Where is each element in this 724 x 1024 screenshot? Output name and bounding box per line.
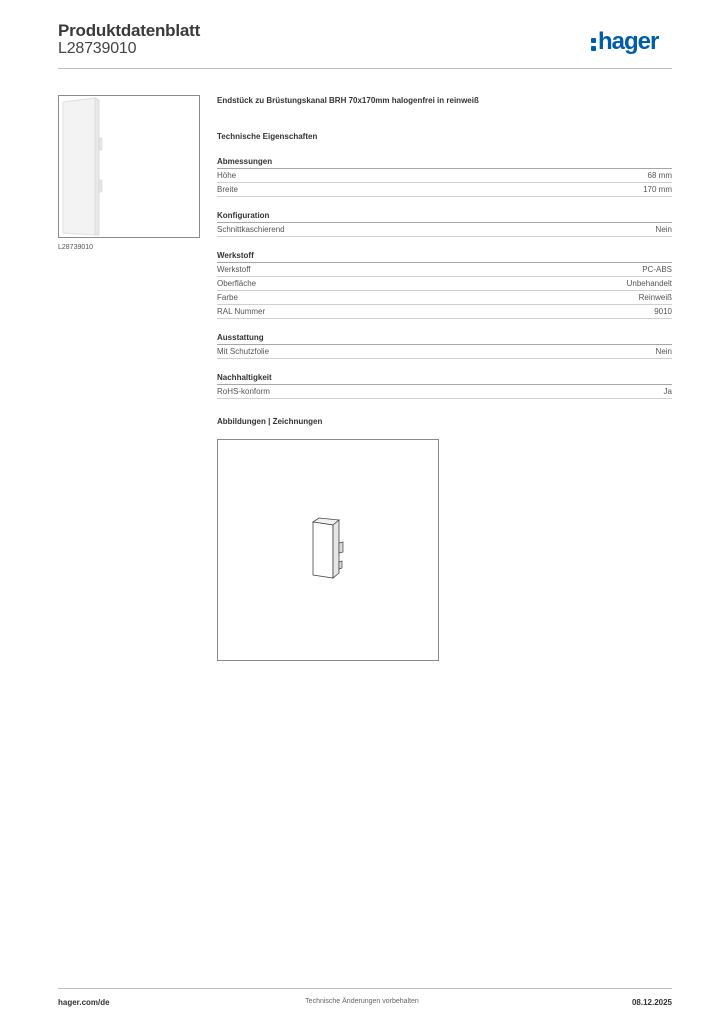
property-row [217,277,672,291]
section-title: Abmessungen [217,156,672,169]
product-details [217,95,672,428]
section-nachhaltigkeit [217,372,672,399]
property-value: PC-ABS [642,265,672,274]
product-description: Endstück zu Brüstungskanal BRH 70x170mm halogenfrei in reinweiß [217,96,479,105]
end-cap-product-icon [59,96,199,237]
property-label: RAL Nummer [217,307,266,316]
figures-title: Abbildungen | Zeichnungen [217,417,323,426]
section-title: Konfiguration [217,210,672,223]
property-label: Oberfläche [217,279,257,288]
section-konfiguration [217,210,672,237]
property-label: Mit Schutzfolie [217,347,270,356]
section-title: Werkstoff [217,250,672,263]
property-row [217,305,672,319]
section-title: Nachhaltigkeit [217,372,672,385]
product-id: L28739010 [58,40,137,57]
property-value: Unbehandelt [626,279,672,288]
footer-disclaimer: Technische Änderungen vorbehalten [305,998,419,1005]
property-label: Schnittkaschierend [217,225,285,234]
section-abmessungen [217,156,672,197]
property-value: Reinweiß [638,293,672,302]
property-label: Höhe [217,171,237,180]
property-value: Nein [655,347,672,356]
property-row [217,385,672,399]
property-row [217,183,672,197]
footer-website: hager.com/de [58,998,110,1007]
property-value: 9010 [654,307,672,316]
property-row [217,345,672,359]
product-thumbnail [58,95,200,238]
page-title: Produktdatenblatt [58,21,201,40]
footer-date: 08.12.2025 [631,998,672,1007]
property-row [217,291,672,305]
property-value: Ja [663,387,672,396]
tech-properties-title: Technische Eigenschaften [217,132,318,141]
property-label: Werkstoff [217,265,251,274]
property-value: 68 mm [647,171,672,180]
property-value: Nein [655,225,672,234]
logo-dots-icon [591,35,597,51]
property-row [217,223,672,237]
property-label: RoHS-konform [217,387,270,396]
property-row [217,263,672,277]
property-label: Farbe [217,293,238,302]
header-divider [58,68,672,69]
footer-divider [58,988,672,989]
property-row [217,169,672,183]
section-werkstoff [217,250,672,319]
logo-text: hager [598,28,659,55]
section-ausstattung [217,332,672,359]
thumbnail-caption: L28739010 [58,244,94,251]
property-value: 170 mm [643,185,672,194]
end-cap-drawing-icon [218,440,438,660]
section-title: Ausstattung [217,332,672,345]
property-label: Breite [217,185,238,194]
product-drawing [217,439,439,661]
